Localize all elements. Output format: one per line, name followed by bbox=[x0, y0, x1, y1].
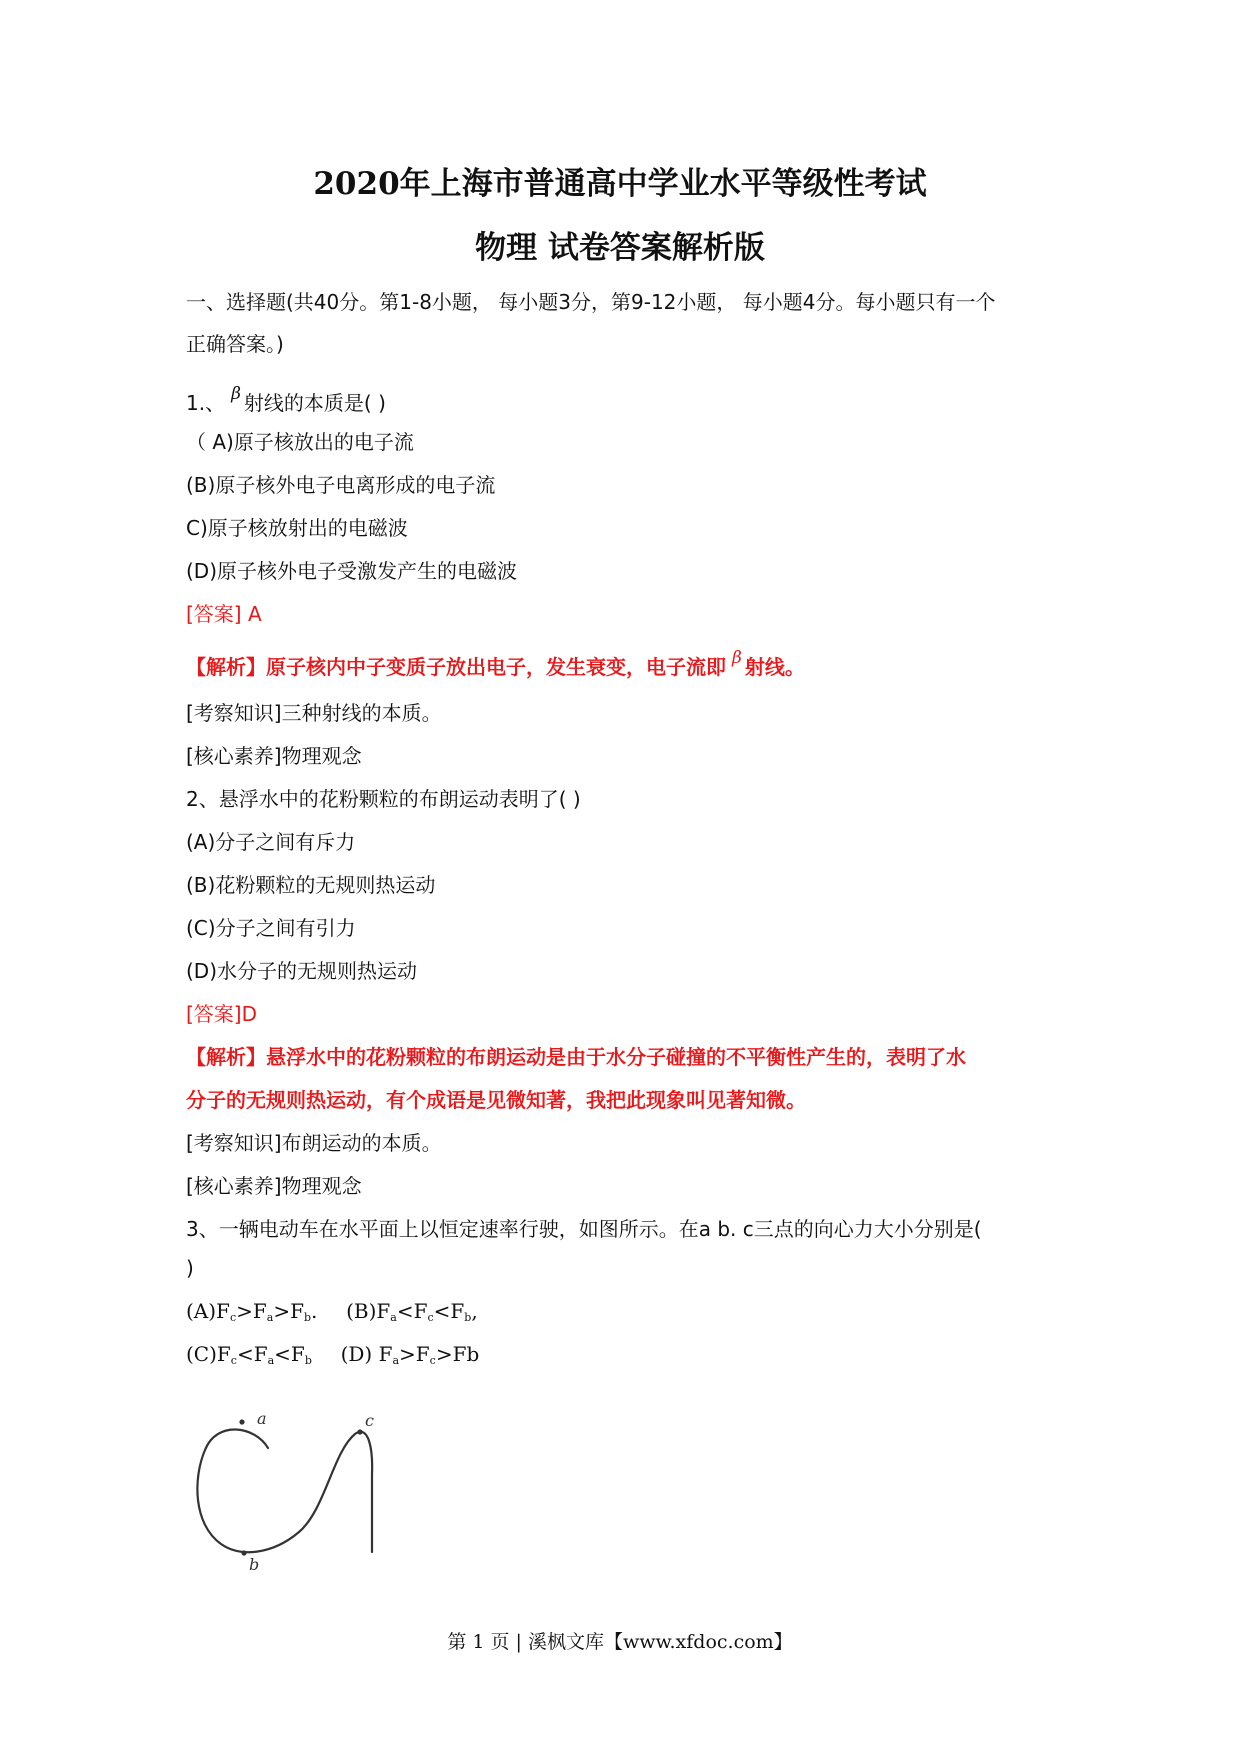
q3-stem-cont: ) bbox=[186, 1256, 194, 1280]
path-curve bbox=[197, 1429, 372, 1552]
point-b bbox=[241, 1550, 246, 1555]
section-heading: 一、选择题(共40分。第1-8小题， 每小题3分，第9-12小题， 每小题4分。每小题只有一个 bbox=[186, 290, 996, 314]
label-b: b bbox=[249, 1555, 260, 1572]
beta-symbol: β bbox=[732, 648, 742, 668]
q1-analysis bbox=[186, 648, 1066, 680]
q1-option-d: (D)原子核外电子受激发产生的电磁波 bbox=[186, 559, 518, 583]
q1-option-c: C)原子核放射出的电磁波 bbox=[186, 516, 408, 540]
q2-option-a: (A)分子之间有斥力 bbox=[186, 830, 356, 854]
q1-number: 1.、 bbox=[186, 391, 226, 415]
q3-options-ab bbox=[186, 1299, 1066, 1324]
point-a bbox=[239, 1419, 244, 1424]
q1-knowledge: [考察知识]三种射线的本质。 bbox=[186, 701, 442, 725]
q1-option-a: （ A)原子核放出的电子流 bbox=[186, 430, 414, 454]
q1-analysis-end: 射线。 bbox=[744, 655, 805, 679]
page-footer: 第 1 页 | 溪枫文库【www.xfdoc.com】 bbox=[447, 1631, 793, 1653]
q3-option-d: (D) $F_a>F_c>Fb$ bbox=[340, 1342, 480, 1367]
point-c bbox=[357, 1429, 362, 1434]
q3-option-b: $(B)F_a<F_c<F_b$, bbox=[346, 1299, 478, 1324]
q1-literacy: [核心素养]物理观念 bbox=[186, 744, 362, 768]
beta-symbol: β bbox=[231, 384, 241, 404]
q1-option-b: (B)原子核外电子电离形成的电子流 bbox=[186, 473, 496, 497]
doc-subtitle: 物理 试卷答案解析版 bbox=[475, 230, 765, 266]
q3-option-a: $(A)F_c>F_a>F_b$. bbox=[186, 1299, 318, 1324]
q2-analysis: 【解析】悬浮水中的花粉颗粒的布朗运动是由于水分子碰撞的不平衡性产生的，表明了水 bbox=[186, 1045, 966, 1069]
doc-title: 2020年上海市普通高中学业水平等级性考试 bbox=[313, 166, 927, 202]
q3-path-figure bbox=[195, 1412, 395, 1572]
q1-stem bbox=[186, 384, 1066, 416]
q2-option-d: (D)水分子的无规则热运动 bbox=[186, 959, 418, 983]
q2-answer: [答案]D bbox=[186, 1002, 258, 1026]
q1-analysis-text: 【解析】原子核内中子变质子放出电子，发生衰变，电子流即 bbox=[186, 655, 726, 679]
q2-analysis-cont: 分子的无规则热运动，有个成语是见微知著，我把此现象叫见著知微。 bbox=[186, 1088, 806, 1112]
label-a: a bbox=[257, 1412, 267, 1428]
q1-stem-text: 射线的本质是( ) bbox=[243, 391, 386, 415]
q2-knowledge: [考察知识]布朗运动的本质。 bbox=[186, 1131, 442, 1155]
q3-option-c: $(C)F_c<F_a<F_b$ bbox=[186, 1342, 312, 1367]
q2-stem: 2、悬浮水中的花粉颗粒的布朗运动表明了( ) bbox=[186, 787, 581, 811]
q2-option-c: (C)分子之间有引力 bbox=[186, 916, 356, 940]
q3-options-cd bbox=[186, 1342, 1066, 1367]
q2-literacy: [核心素养]物理观念 bbox=[186, 1174, 362, 1198]
q1-answer: [答案] A bbox=[186, 602, 262, 626]
q2-option-b: (B)花粉颗粒的无规则热运动 bbox=[186, 873, 436, 897]
q3-stem: 3、一辆电动车在水平面上以恒定速率行驶，如图所示。在a b. c三点的向心力大小分别是( bbox=[186, 1217, 982, 1241]
label-c: c bbox=[365, 1412, 374, 1430]
section-heading-cont: 正确答案。) bbox=[186, 332, 284, 356]
